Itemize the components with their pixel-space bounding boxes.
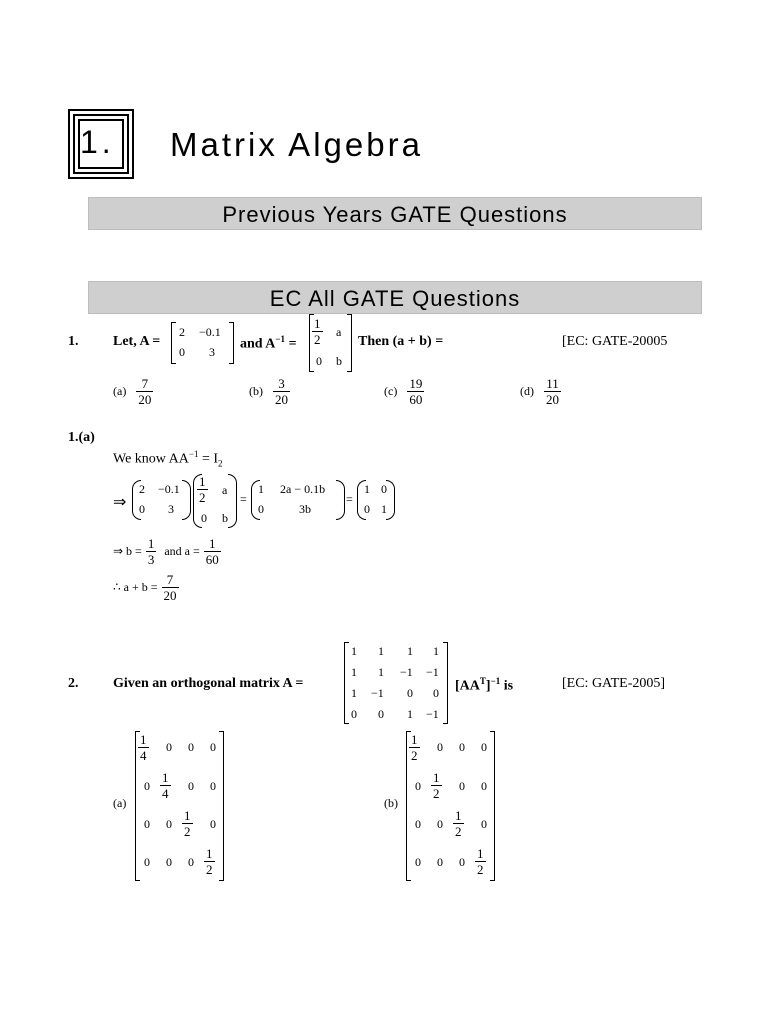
solution-1-line-4: ∴ a + b = $\frac{7}{20}$	[113, 572, 177, 603]
question-1-let-a: Let, A =	[113, 334, 161, 349]
solution-1-heading: 1.(a)	[68, 430, 95, 445]
question-1-option-c: (c) $\frac{19}{60}$	[384, 376, 423, 407]
question-2-number: 2.	[68, 676, 79, 691]
question-1-number: 1.	[68, 334, 79, 349]
question-2-aat-inverse: $[AA^T]^{-1}$ is	[455, 676, 514, 694]
solution-1-line-3: ⇒ b = $\frac{1}{3}$ and a = $\frac{1}{60}$	[113, 536, 219, 567]
question-2-option-a-label: (a)	[113, 796, 127, 810]
question-1-reference: [EC: GATE-20005	[562, 334, 668, 349]
question-2-text: Given an orthogonal matrix A =	[113, 676, 304, 691]
question-2-reference: [EC: GATE-2005]	[562, 676, 666, 691]
section-band-ec-all: EC All GATE Questions	[88, 281, 702, 314]
chapter-title: Matrix Algebra	[170, 126, 423, 163]
question-1-and-ainv: and $A^{-1}$ =	[240, 334, 297, 352]
question-1-option-d: (d) $\frac{11}{20}$	[520, 376, 559, 407]
chapter-number: 1.	[80, 124, 115, 160]
solution-1-line-1: We know $AA^{-1} = I_2$	[113, 449, 223, 469]
section-band-previous-years: Previous Years GATE Questions	[88, 197, 702, 230]
question-1-then: Then (a + b) =	[358, 334, 444, 349]
question-2-option-b-label: (b)	[384, 796, 398, 810]
question-1-option-b: (b) $\frac{3}{20}$	[249, 376, 288, 407]
question-1-option-a: (a) $\frac{7}{20}$	[113, 376, 152, 407]
